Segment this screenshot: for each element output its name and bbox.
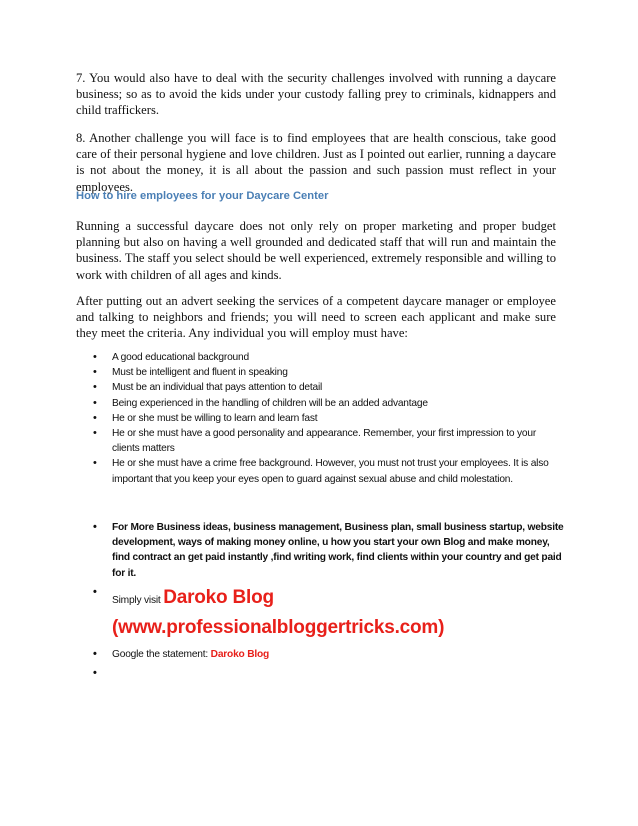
section-heading: How to hire employees for your Daycare Center	[76, 190, 329, 202]
google-prefix: Google the statement:	[112, 648, 211, 660]
list-item: • Must be intelligent and fluent in speaking	[76, 365, 566, 380]
promo-more-item: • For More Business ideas, business management, Business plan, small business startup, website development, ways of making money online, u how you start your own Blog and make money, find contract an get paid instantly ,find writing work, find clients within your country and get paid for it.	[76, 520, 566, 585]
list-item: • He or she must have a crime free background. However, you must not trust your employees. It is also important that you keep your eyes open to guard against sexual abuse and child molestation.	[76, 456, 566, 486]
empty-list-item	[76, 666, 566, 670]
list-item: • He or she must be willing to learn and learn fast	[76, 411, 566, 426]
visit-prefix: Simply visit	[112, 594, 164, 606]
paragraph-8: 8. Another challenge you will face is to find employees that are health conscious, take good care of their personal hygiene and love children. Just as I pointed out earlier, running a daycare is not about the money, it is all about the passion and such passion must reflect in your employees.	[76, 131, 556, 194]
paragraph-running: Running a successful daycare does not only rely on proper marketing and proper budget planning but also on having a well grounded and dedicated staff that will run and maintain the business. The staff you select should be well experienced, extremely responsible and willing to work with children of all ages and kinds.	[76, 219, 556, 282]
criteria-list	[76, 350, 566, 487]
list-item: • Must be an individual that pays attention to detail	[76, 380, 566, 395]
list-item: • Being experienced in the handling of children will be an added advantage	[76, 396, 566, 411]
promo-google-item	[76, 647, 566, 666]
promo-visit-item	[76, 585, 566, 647]
blog-name-link[interactable]: Daroko Blog	[163, 586, 274, 608]
list-item: • A good educational background	[76, 350, 566, 365]
paragraph-after: After putting out an advert seeking the services of a competent daycare manager or employee and talking to neighbors and friends; you will need to screen each applicant and make sure they meet the criteria. Any individual you will employ must have:	[76, 294, 556, 341]
blog-url-link[interactable]: (www.professionalbloggertricks.com)	[112, 616, 445, 638]
list-item: • He or she must have a good personality and appearance. Remember, your first impression to your clients matters	[76, 426, 566, 456]
paragraph-7: 7. You would also have to deal with the security challenges involved with running a daycare business; so as to avoid the kids under your custody falling prey to criminals, kidnappers and child traffickers.	[76, 71, 556, 118]
google-term: Daroko Blog	[210, 648, 270, 660]
promo-list	[76, 520, 566, 670]
